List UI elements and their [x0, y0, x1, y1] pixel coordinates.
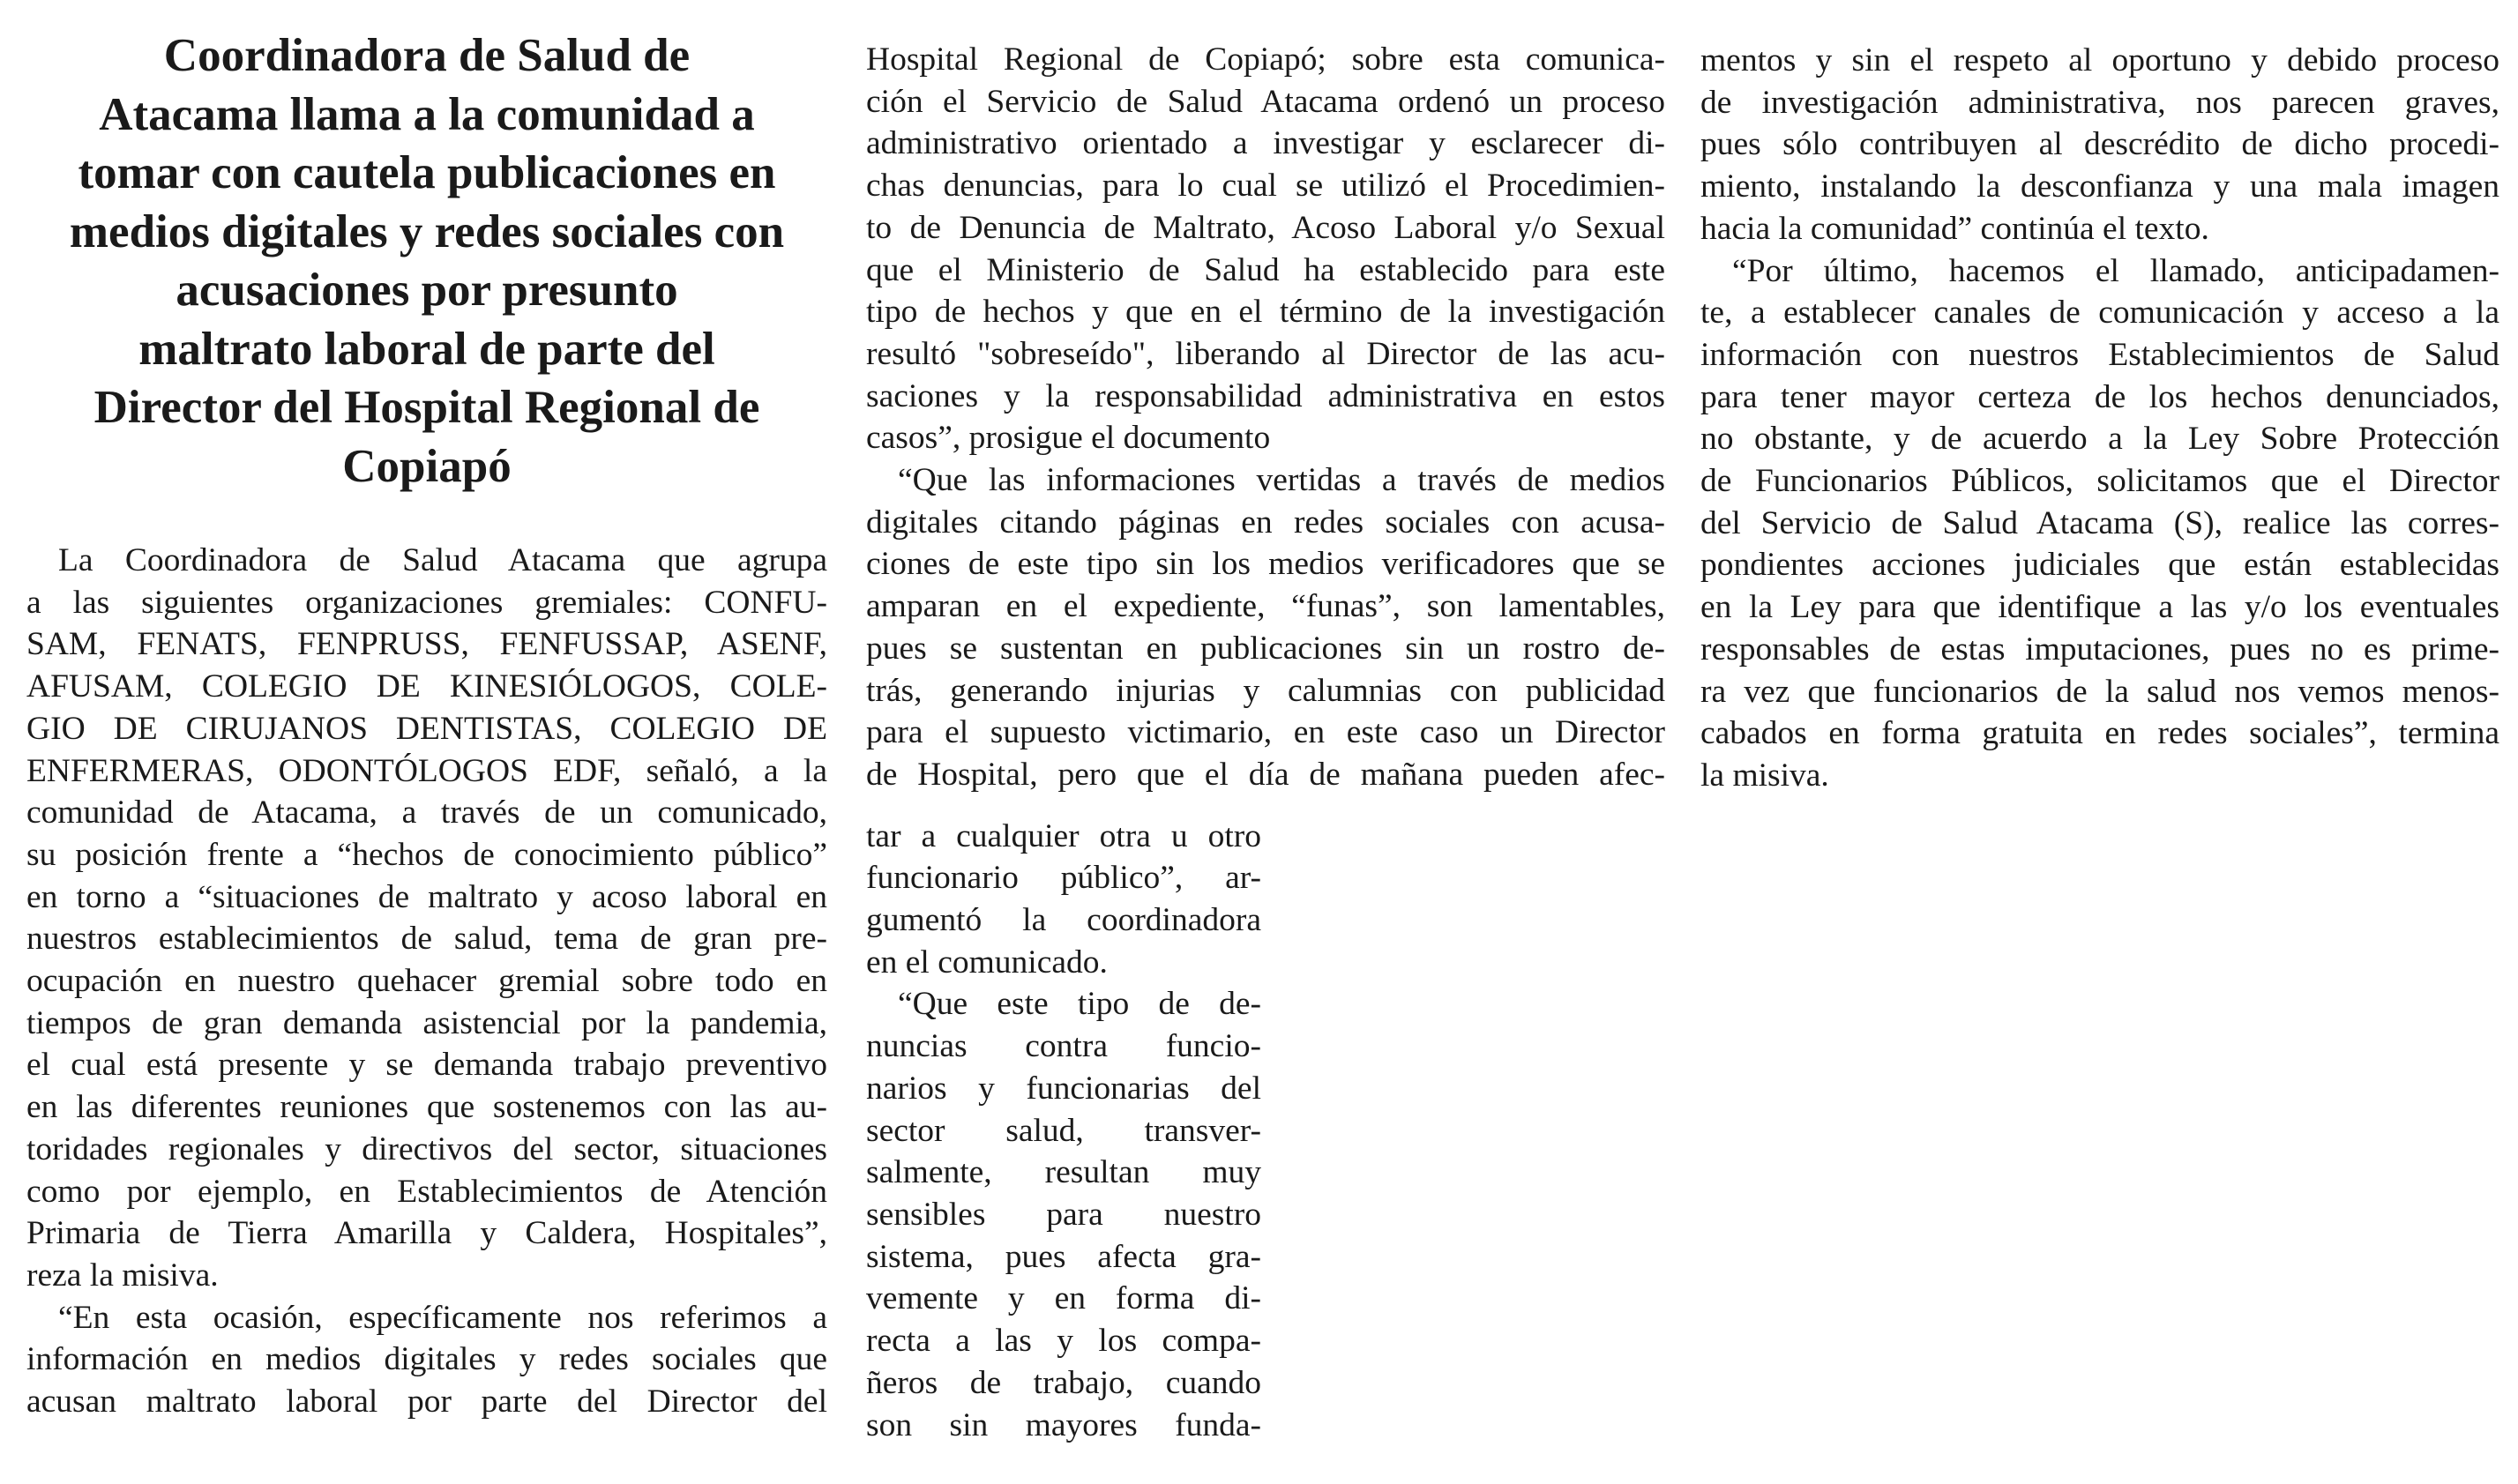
text-line: tar a cualquier otra u otro [866, 817, 1261, 854]
text-line: su posición frente a “hechos de conocimiento público” [26, 836, 827, 873]
column-3-body [1700, 40, 2499, 797]
text-line: acusan maltrato laboral por parte del Director del [26, 1383, 827, 1421]
column-1-body [26, 540, 827, 1423]
text-line: miento, instalando la desconfianza y una mala imagen [1700, 168, 2499, 205]
text-line: hacia la comunidad” continúa el texto. [1700, 210, 2209, 247]
column-2-narrow-body [866, 816, 1261, 1447]
headline-line: maltrato laboral de parte del [138, 323, 715, 375]
text-line: la misiva. [1700, 757, 1829, 794]
text-line: del Servicio de Salud Atacama (S), realice las corres- [1700, 504, 2499, 541]
text-line: mentos y sin el respeto al oportuno y debido proceso [1700, 42, 2499, 78]
text-line: en el comunicado. [866, 943, 1108, 981]
column-2 [866, 0, 1665, 1446]
text-line: ciones de este tipo sin los medios verificadores que se [866, 546, 1665, 583]
text-line: “En esta ocasión, específicamente nos referimos a [58, 1299, 827, 1336]
text-line: recta a las y los compa- [866, 1323, 1261, 1360]
column-3 [1700, 0, 2499, 797]
text-line: toridades regionales y directivos del sector, situaciones [26, 1130, 827, 1167]
text-line: a las siguientes organizaciones gremiales: CONFU- [26, 584, 827, 621]
headline-line: acusaciones por presunto [176, 265, 678, 316]
text-line: amparan en el expediente, “funas”, son lamentables, [866, 588, 1665, 625]
text-line: “Que las informaciones vertidas a través de medios [898, 462, 1665, 499]
text-line: sensibles para nuestro [866, 1196, 1261, 1233]
text-line: La Coordinadora de Salud Atacama que agrupa [58, 542, 827, 578]
text-line: AFUSAM, COLEGIO DE KINESIÓLOGOS, COLE- [26, 668, 827, 705]
paragraph [866, 816, 1261, 984]
text-line: para el supuesto victimario, en este caso un Director [866, 714, 1665, 751]
paragraph [1700, 40, 2499, 250]
text-line: responsables de estas imputaciones, pues no es prime- [1700, 630, 2499, 667]
text-line: en la Ley para que identifique a las y/o los eventuales [1700, 589, 2499, 626]
text-line: de Funcionarios Públicos, solicitamos que el Director [1700, 463, 2499, 500]
paragraph [866, 39, 1665, 459]
text-line: Primaria de Tierra Amarilla y Caldera, Hospitales”, [26, 1215, 827, 1252]
headline-line: Atacama llama a la comunidad a [99, 88, 755, 140]
text-line: como por ejemplo, en Establecimientos de Atención [26, 1173, 827, 1210]
text-line: que el Ministerio de Salud ha establecido para este [866, 251, 1665, 288]
text-line: de Hospital, pero que el día de mañana pueden afec- [866, 756, 1665, 793]
text-line: cabados en forma gratuita en redes sociales”, termina [1700, 715, 2499, 752]
text-line: para tener mayor certeza de los hechos denunciados, [1700, 378, 2499, 415]
text-line: te, a establecer canales de comunicación y acceso a la [1700, 295, 2499, 332]
text-line: sistema, pues afecta gra- [866, 1238, 1261, 1275]
text-line: ra vez que funcionarios de la salud nos vemos menos- [1700, 673, 2499, 710]
text-line: narios y funcionarias del [866, 1070, 1261, 1107]
text-line: GIO DE CIRUJANOS DENTISTAS, COLEGIO DE [26, 710, 827, 747]
paragraph [26, 1297, 827, 1423]
headline-line: Director del Hospital Regional de [93, 382, 760, 433]
paragraph [866, 983, 1261, 1446]
paragraph [26, 540, 827, 1297]
headline-line: Coordinadora de Salud de [163, 30, 691, 81]
text-line: información con nuestros Establecimientos de Salud [1700, 336, 2499, 373]
text-line: comunidad de Atacama, a través de un comunicado, [26, 794, 827, 831]
text-line: vemente y en forma di- [866, 1280, 1261, 1317]
text-line: el cual está presente y se demanda trabajo preventivo [26, 1047, 827, 1084]
text-line: gumentó la coordinadora [866, 902, 1261, 939]
text-line: trás, generando injurias y calumnias con publicidad [866, 672, 1665, 709]
paragraph [866, 459, 1665, 796]
text-line: digitales citando páginas en redes sociales con acusa- [866, 503, 1665, 541]
paragraph [1700, 250, 2499, 797]
text-line: saciones y la responsabilidad administrativa en estos [866, 377, 1665, 414]
headline-line: tomar con cautela publicaciones en [78, 147, 776, 198]
text-line: son sin mayores funda- [866, 1406, 1261, 1443]
text-line: ocupación en nuestro quehacer gremial sobre todo en [26, 963, 827, 1000]
text-line: no obstante, y de acuerdo a la Ley Sobre Protección [1700, 421, 2499, 458]
text-line: sector salud, transver- [866, 1112, 1261, 1149]
text-line: de investigación administrativa, nos parecen graves, [1700, 84, 2499, 121]
text-line: chas denuncias, para lo cual se utilizó el Procedimien- [866, 168, 1665, 205]
text-line: ción el Servicio de Salud Atacama ordenó un proceso [866, 83, 1665, 120]
article-headline [26, 26, 827, 496]
text-line: to de Denuncia de Maltrato, Acoso Laboral y/o Sexual [866, 209, 1665, 246]
text-line: tiempos de gran demanda asistencial por la pandemia, [26, 1004, 827, 1041]
text-line: SAM, FENATS, FENPRUSS, FENFUSSAP, ASENF, [26, 626, 827, 663]
text-line: Hospital Regional de Copiapó; sobre esta comunica- [866, 41, 1665, 78]
text-line: pondientes acciones judiciales que están establecidas [1700, 547, 2499, 584]
column-1 [26, 0, 827, 1423]
text-line: casos”, prosigue el documento [866, 420, 1271, 457]
text-line: en las diferentes reuniones que sostenemos con las au- [26, 1089, 827, 1126]
text-line: “Que este tipo de de- [898, 986, 1261, 1023]
text-line: resultó "sobreseído", liberando al Director de las acu- [866, 335, 1665, 372]
text-line: salmente, resultan muy [866, 1154, 1261, 1191]
text-line: tipo de hechos y que en el término de la investigación [866, 294, 1665, 331]
text-line: funcionario público”, ar- [866, 860, 1261, 897]
column-2-body [866, 39, 1665, 796]
text-line: nuestros establecimientos de salud, tema de gran pre- [26, 921, 827, 958]
text-line: pues sólo contribuyen al descrédito de dicho procedi- [1700, 126, 2499, 163]
headline-line: Copiapó [342, 440, 512, 492]
headline-line: medios digitales y redes sociales con [69, 205, 785, 257]
text-line: reza la misiva. [26, 1257, 219, 1294]
text-line: en torno a “situaciones de maltrato y acoso laboral en [26, 878, 827, 915]
text-line: “Por último, hacemos el llamado, anticipadamen- [1732, 252, 2499, 289]
text-line: información en medios digitales y redes sociales que [26, 1341, 827, 1378]
text-line: pues se sustentan en publicaciones sin un rostro de- [866, 630, 1665, 667]
text-line: ENFERMERAS, ODONTÓLOGOS EDF, señaló, a la [26, 752, 827, 789]
text-line: ñeros de trabajo, cuando [866, 1364, 1261, 1401]
text-line: nuncias contra funcio- [866, 1028, 1261, 1065]
text-line: administrativo orientado a investigar y esclarecer di- [866, 125, 1665, 162]
